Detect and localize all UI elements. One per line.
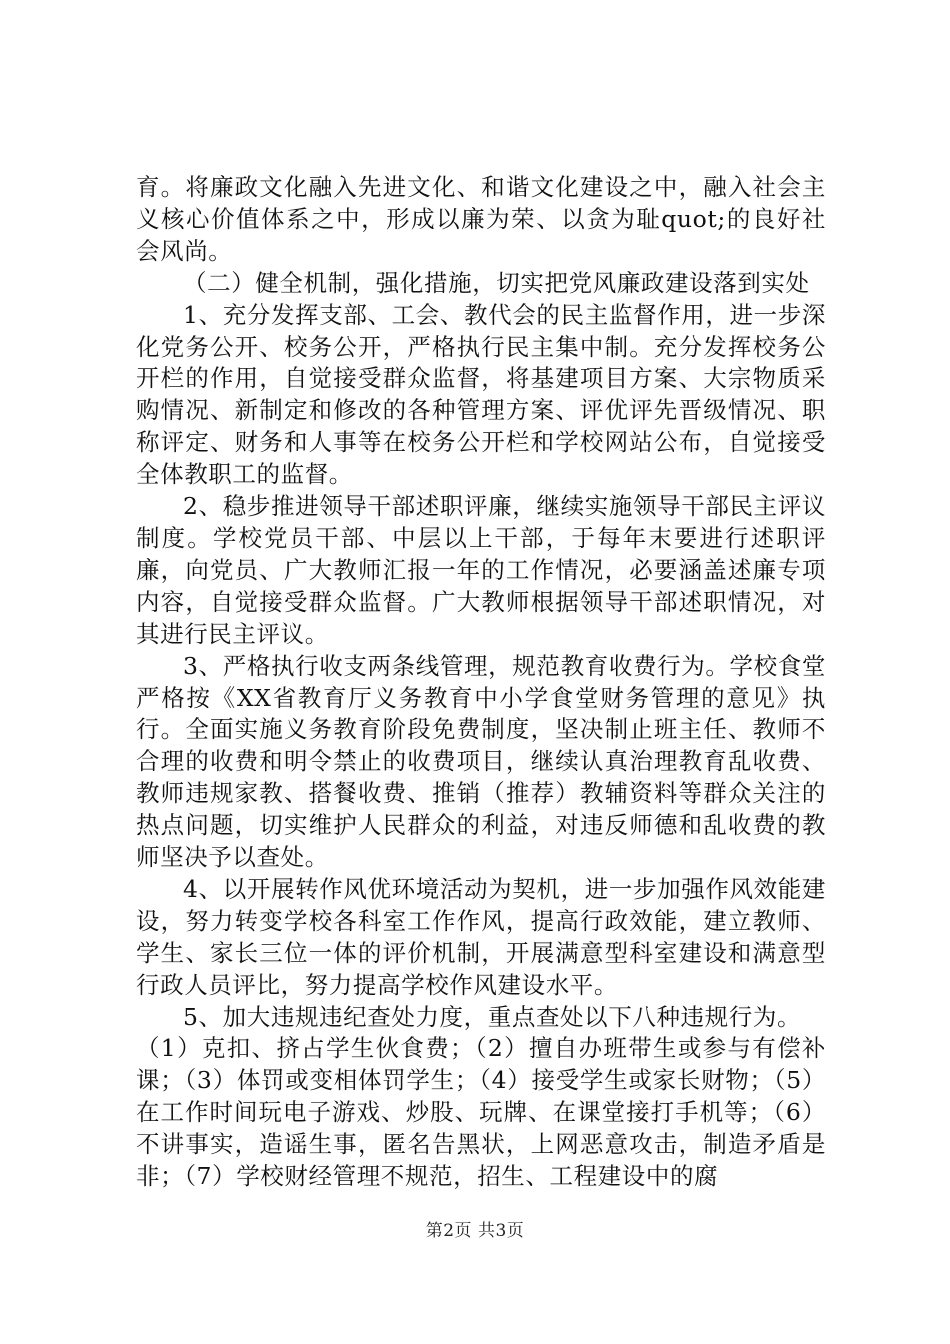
paragraph-item-4: 4、以开展转作风优环境活动为契机，进一步加强作风效能建设，努力转变学校各科室工作作风，提高行政效能，建立教师、学生、家长三位一体的评价机制，开展满意型科室建设和满意型行政人员评比，努力提高学校作风建设水平。 bbox=[136, 874, 826, 999]
paragraph-item-3: 3、严格执行收支两条线管理，规范教育收费行为。学校食堂严格按《XX省教育厅义务教育中小学食堂财务管理的意见》执行。全面实施义务教育阶段免费制度，坚决制止班主任、教师不合理的收费和明令禁止的收费项目，继续认真治理教育乱收费、教师违规家教、搭餐收费、推销（推荐）教辅资料等群众关注的热点问题，切实维护人民群众的利益，对违反师德和乱收费的教师坚决予以查处。 bbox=[136, 651, 826, 872]
document-body bbox=[136, 172, 826, 1193]
paragraph-violations-list: （1）克扣、挤占学生伙食费；（2）擅自办班带生或参与有偿补课；（3）体罚或变相体罚学生；（4）接受学生或家长财物；（5）在工作时间玩电子游戏、炒股、玩牌、在课堂接打手机等；（6）不讲事实，造谣生事，匿名告黑状，上网恶意攻击，制造矛盾是非；（7）学校财经管理不规范，招生、工程建设中的腐 bbox=[136, 1034, 826, 1191]
paragraph-item-2: 2、稳步推进领导干部述职评廉，继续实施领导干部民主评议制度。学校党员干部、中层以上干部，于每年末要进行述职评廉，向党员、广大教师汇报一年的工作情况，必要涵盖述廉专项内容，自觉接受群众监督。广大教师根据领导干部述职情况，对其进行民主评议。 bbox=[136, 492, 826, 648]
page-number-label: 第2页 共3页 bbox=[425, 1221, 525, 1241]
page-footer bbox=[0, 1216, 950, 1241]
paragraph-item-1: 1、充分发挥支部、工会、教代会的民主监督作用，进一步深化党务公开、校务公开，严格执行民主集中制。充分发挥校务公开栏的作用，自觉接受群众监督，将基建项目方案、大宗物质采购情况、新制定和修改的各种管理方案、评优评先晋级情况、职称评定、财务和人事等在校务公开栏和学校网站公布，自觉接受全体教职工的监督。 bbox=[136, 300, 826, 489]
section-subheading: （二）健全机制，强化措施，切实把党风廉政建设落到实处 bbox=[183, 268, 810, 297]
paragraph-continuation: 育。将廉政文化融入先进文化、和谐文化建设之中，融入社会主义核心价值体系之中，形成以廉为荣、以贪为耻quot;的良好社会风尚。 bbox=[136, 173, 826, 265]
paragraph-item-5: 5、加大违规违纪查处力度，重点查处以下八种违规行为。 bbox=[183, 1002, 802, 1031]
